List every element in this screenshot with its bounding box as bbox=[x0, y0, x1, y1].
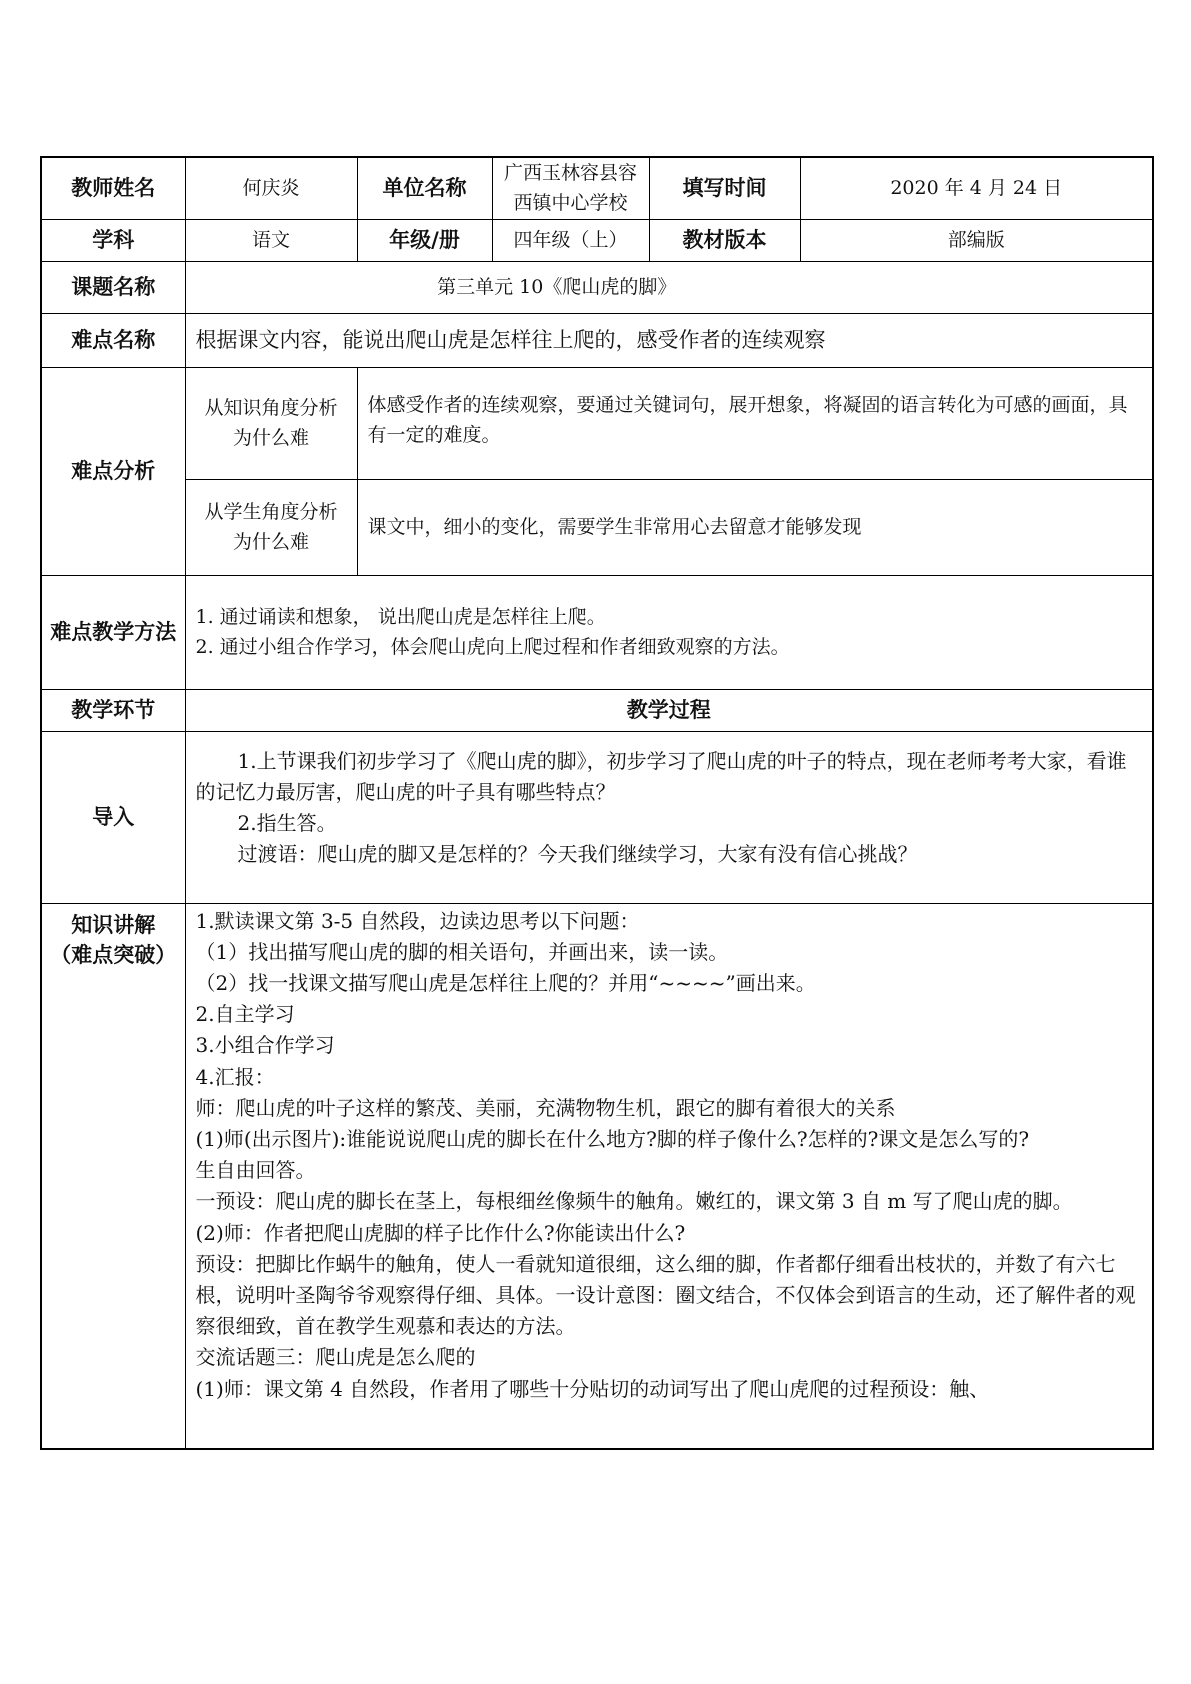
intro-paragraph-3: 过渡语：爬山虎的脚又是怎样的？今天我们继续学习，大家有没有信心挑战？ bbox=[237, 842, 918, 867]
teacher-value: 何庆炎 bbox=[185, 157, 357, 219]
analysis-row-knowledge bbox=[41, 367, 1153, 479]
knowledge-angle-text: 体感受作者的连续观察，要通过关键词句，展开想象，将凝固的语言转化为可感的画面，具有一定的难度。 bbox=[357, 367, 1153, 479]
stage-label: 教学环节 bbox=[41, 689, 185, 731]
header-row-2 bbox=[41, 219, 1153, 261]
method-line-2: 2. 通过小组合作学习，体会爬山虎向上爬过程和作者细致观察的方法。 bbox=[195, 636, 790, 658]
intro-label: 导入 bbox=[41, 731, 185, 903]
analysis-label: 难点分析 bbox=[41, 367, 185, 575]
unit-line-1: 广西玉林容县容 bbox=[503, 162, 637, 185]
knowledge-line: 2.自主学习 bbox=[195, 1002, 295, 1027]
intro-paragraph-1: 1.上节课我们初步学习了《爬山虎的脚》，初步学习了爬山虎的叶子的特点，现在老师考考大家，看谁的记忆力最厉害，爬山虎的叶子具有哪些特点？ bbox=[195, 748, 1127, 804]
intro-content bbox=[185, 731, 1153, 903]
student-angle-line-2: 为什么难 bbox=[232, 531, 309, 553]
edition-value: 部编版 bbox=[800, 219, 1153, 261]
knowledge-row bbox=[41, 903, 1153, 1449]
intro-paragraph-2: 2.指生答。 bbox=[237, 810, 337, 835]
knowledge-line: (1)师(出示图片):谁能说说爬山虎的脚长在什么地方?脚的样子像什么?怎样的?课文是怎么写的? bbox=[195, 1126, 1030, 1151]
knowledge-label bbox=[41, 903, 185, 1449]
knowledge-line: (2)师：作者把爬山虎脚的样子比作什么?你能读出什么? bbox=[195, 1220, 686, 1245]
knowledge-label-line-2: （难点突破） bbox=[50, 942, 177, 967]
topic-value bbox=[185, 261, 1153, 313]
teacher-label: 教师姓名 bbox=[41, 157, 185, 219]
knowledge-label-line-1: 知识讲解 bbox=[71, 912, 156, 937]
date-value: 2020 年 4 月 24 日 bbox=[800, 157, 1153, 219]
knowledge-line: (1)师：课文第 4 自然段，作者用了哪些十分贴切的动词写出了爬山虎爬的过程预设：触、 bbox=[195, 1376, 990, 1401]
knowledge-line: （1）找出描写爬山虎的脚的相关语句，并画出来，读一读。 bbox=[195, 939, 729, 964]
process-label: 教学过程 bbox=[185, 689, 1153, 731]
analysis-row-student bbox=[41, 479, 1153, 575]
knowledge-line: 一预设：爬山虎的脚长在茎上，每根细丝像频牛的触角。嫩红的，课文第 3 自 m 写了爬山虎的脚。 bbox=[195, 1189, 1073, 1214]
knowledge-angle-line-2: 为什么难 bbox=[232, 427, 309, 449]
edition-label: 教材版本 bbox=[649, 219, 800, 261]
intro-row bbox=[41, 731, 1153, 903]
knowledge-line: 3.小组合作学习 bbox=[195, 1033, 335, 1058]
knowledge-angle-line-1: 从知识角度分析 bbox=[204, 397, 338, 419]
subject-label: 学科 bbox=[41, 219, 185, 261]
student-angle-text: 课文中，细小的变化，需要学生非常用心去留意才能够发现 bbox=[357, 479, 1153, 575]
knowledge-content bbox=[185, 903, 1153, 1449]
unit-label: 单位名称 bbox=[357, 157, 492, 219]
knowledge-line: 生自由回答。 bbox=[195, 1158, 316, 1183]
date-label: 填写时间 bbox=[649, 157, 800, 219]
method-line-1: 1. 通过诵读和想象， 说出爬山虎是怎样往上爬。 bbox=[195, 606, 606, 628]
grade-label: 年级/册 bbox=[357, 219, 492, 261]
topic-text: 第三单元 10《爬山虎的脚》 bbox=[437, 276, 677, 298]
knowledge-angle-label bbox=[185, 367, 357, 479]
topic-label: 课题名称 bbox=[41, 261, 185, 313]
method-row bbox=[41, 575, 1153, 689]
method-label: 难点教学方法 bbox=[41, 575, 185, 689]
topic-row bbox=[41, 261, 1153, 313]
difficulty-label: 难点名称 bbox=[41, 313, 185, 367]
student-angle-label bbox=[185, 479, 357, 575]
knowledge-line: 交流话题三：爬山虎是怎么爬的 bbox=[195, 1345, 476, 1370]
unit-value bbox=[492, 157, 649, 219]
header-row-1 bbox=[41, 157, 1153, 219]
difficulty-value: 根据课文内容，能说出爬山虎是怎样往上爬的，感受作者的连续观察 bbox=[185, 313, 1153, 367]
knowledge-line: 1.默读课文第 3-5 自然段，边读边思考以下问题： bbox=[195, 908, 640, 933]
lesson-plan-table bbox=[40, 156, 1154, 1450]
grade-value: 四年级（上） bbox=[492, 219, 649, 261]
process-header-row bbox=[41, 689, 1153, 731]
unit-line-2: 西镇中心学校 bbox=[513, 192, 628, 215]
knowledge-line: 4.汇报： bbox=[195, 1064, 275, 1089]
subject-value: 语文 bbox=[185, 219, 357, 261]
student-angle-line-1: 从学生角度分析 bbox=[204, 501, 338, 523]
knowledge-line: （2）找一找课文描写爬山虎是怎样往上爬的？并用“~~~~”画出来。 bbox=[195, 970, 816, 995]
knowledge-line: 师：爬山虎的叶子这样的繁茂、美丽，充满物物生机，跟它的脚有着很大的关系 bbox=[195, 1095, 896, 1120]
difficulty-row bbox=[41, 313, 1153, 367]
knowledge-line: 预设：把脚比作蜗牛的触角，使人一看就知道很细，这么细的脚，作者都仔细看出枝状的，并数了有六七根，说明叶圣陶爷爷观察得仔细、具体。一设计意图：圈文结合，不仅体会到语言的生动，还了解件者的观察很细致，首在教学生观慕和表达的方法。 bbox=[195, 1251, 1136, 1339]
method-value bbox=[185, 575, 1153, 689]
